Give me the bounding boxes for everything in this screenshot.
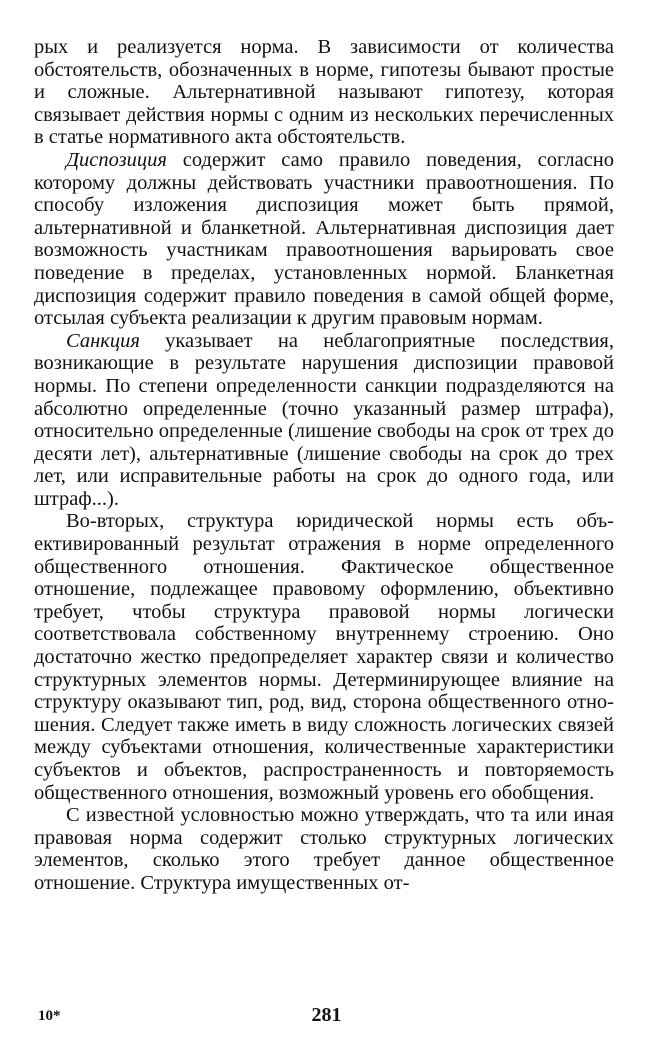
paragraph-text: рых и реализуется норма. В зависимости от количества обстоятельств, обозначенных в норме, гипотезы бывают простые и сложные. Альтернативной называют гипотезу, которая связывает действия нормы с одним из нескольких перечисленных в статье нормативного акта обстоятельств. (34, 36, 614, 149)
page-footer (0, 1004, 653, 1030)
paragraph-text: С известной условностью можно утверждать, что та или иная правовая норма содержит столько структурных логических элементов, сколько этого требует данное общественное отношение. Структура имущественных от- (34, 804, 614, 894)
paragraph-text: указывает на неблагоприятные последствия, возникающие в результате нарушения диспозиции правовой нормы. По степени определенности санкции подразделяются на абсолютно определенные (точно указанный размер штрафа), относительно определенные (лишение свободы на срок от трех до десяти лет), альтернативные (лишение свободы на срок до трех лет, или исправительные работы на срок до одного года, или штраф...). (34, 329, 614, 510)
term-disposition: Диспозиция (66, 148, 167, 171)
paragraph-disposition (34, 149, 614, 330)
term-sanction: Санкция (66, 329, 140, 352)
paragraph-conditionality (34, 804, 614, 894)
paragraph-secondly (34, 510, 614, 804)
signature-mark: 10* (38, 1008, 61, 1024)
paragraph-sanction (34, 330, 614, 511)
paragraph-text: содержит само правило поведения, согласно которому должны действовать участники правоотношения. По способу изложения диспозиция может быть прямой, альтернативной и бланкетной. Альтернативная диспозиция дает возможность участникам правоотношения варьировать свое поведение в пределах, установленных нормой. Бланкетная диспозиция содержит правило поведения в самой общей форме, отсылая субъекта реализации к другим правовым нормам. (34, 148, 614, 330)
paragraph-text: Во-вторых, структура юридической нормы есть объективированный результат отражения в норме определенного общественного отношения. Фактическое общественное отношение, подлежащее правовому оформлению, объективно требует, чтобы структура правовой нормы логически соответствовала собственному внутреннему строению. Оно достаточно жестко предопределяет характер связи и количество структурных элементов нормы. Детерминирующее влияние на структуру оказывают тип, род, вид, сторона общественного отношения. Следует также иметь в виду сложность логических связей между субъектами отношения, количественные характеристики субъектов и объектов, распространенность и повторяемость общественного отношения, возможный уровень его обобщения. (34, 510, 614, 804)
page-body (34, 36, 614, 895)
page-number: 281 (311, 1004, 342, 1026)
paragraph-hypothesis-end (34, 36, 614, 149)
